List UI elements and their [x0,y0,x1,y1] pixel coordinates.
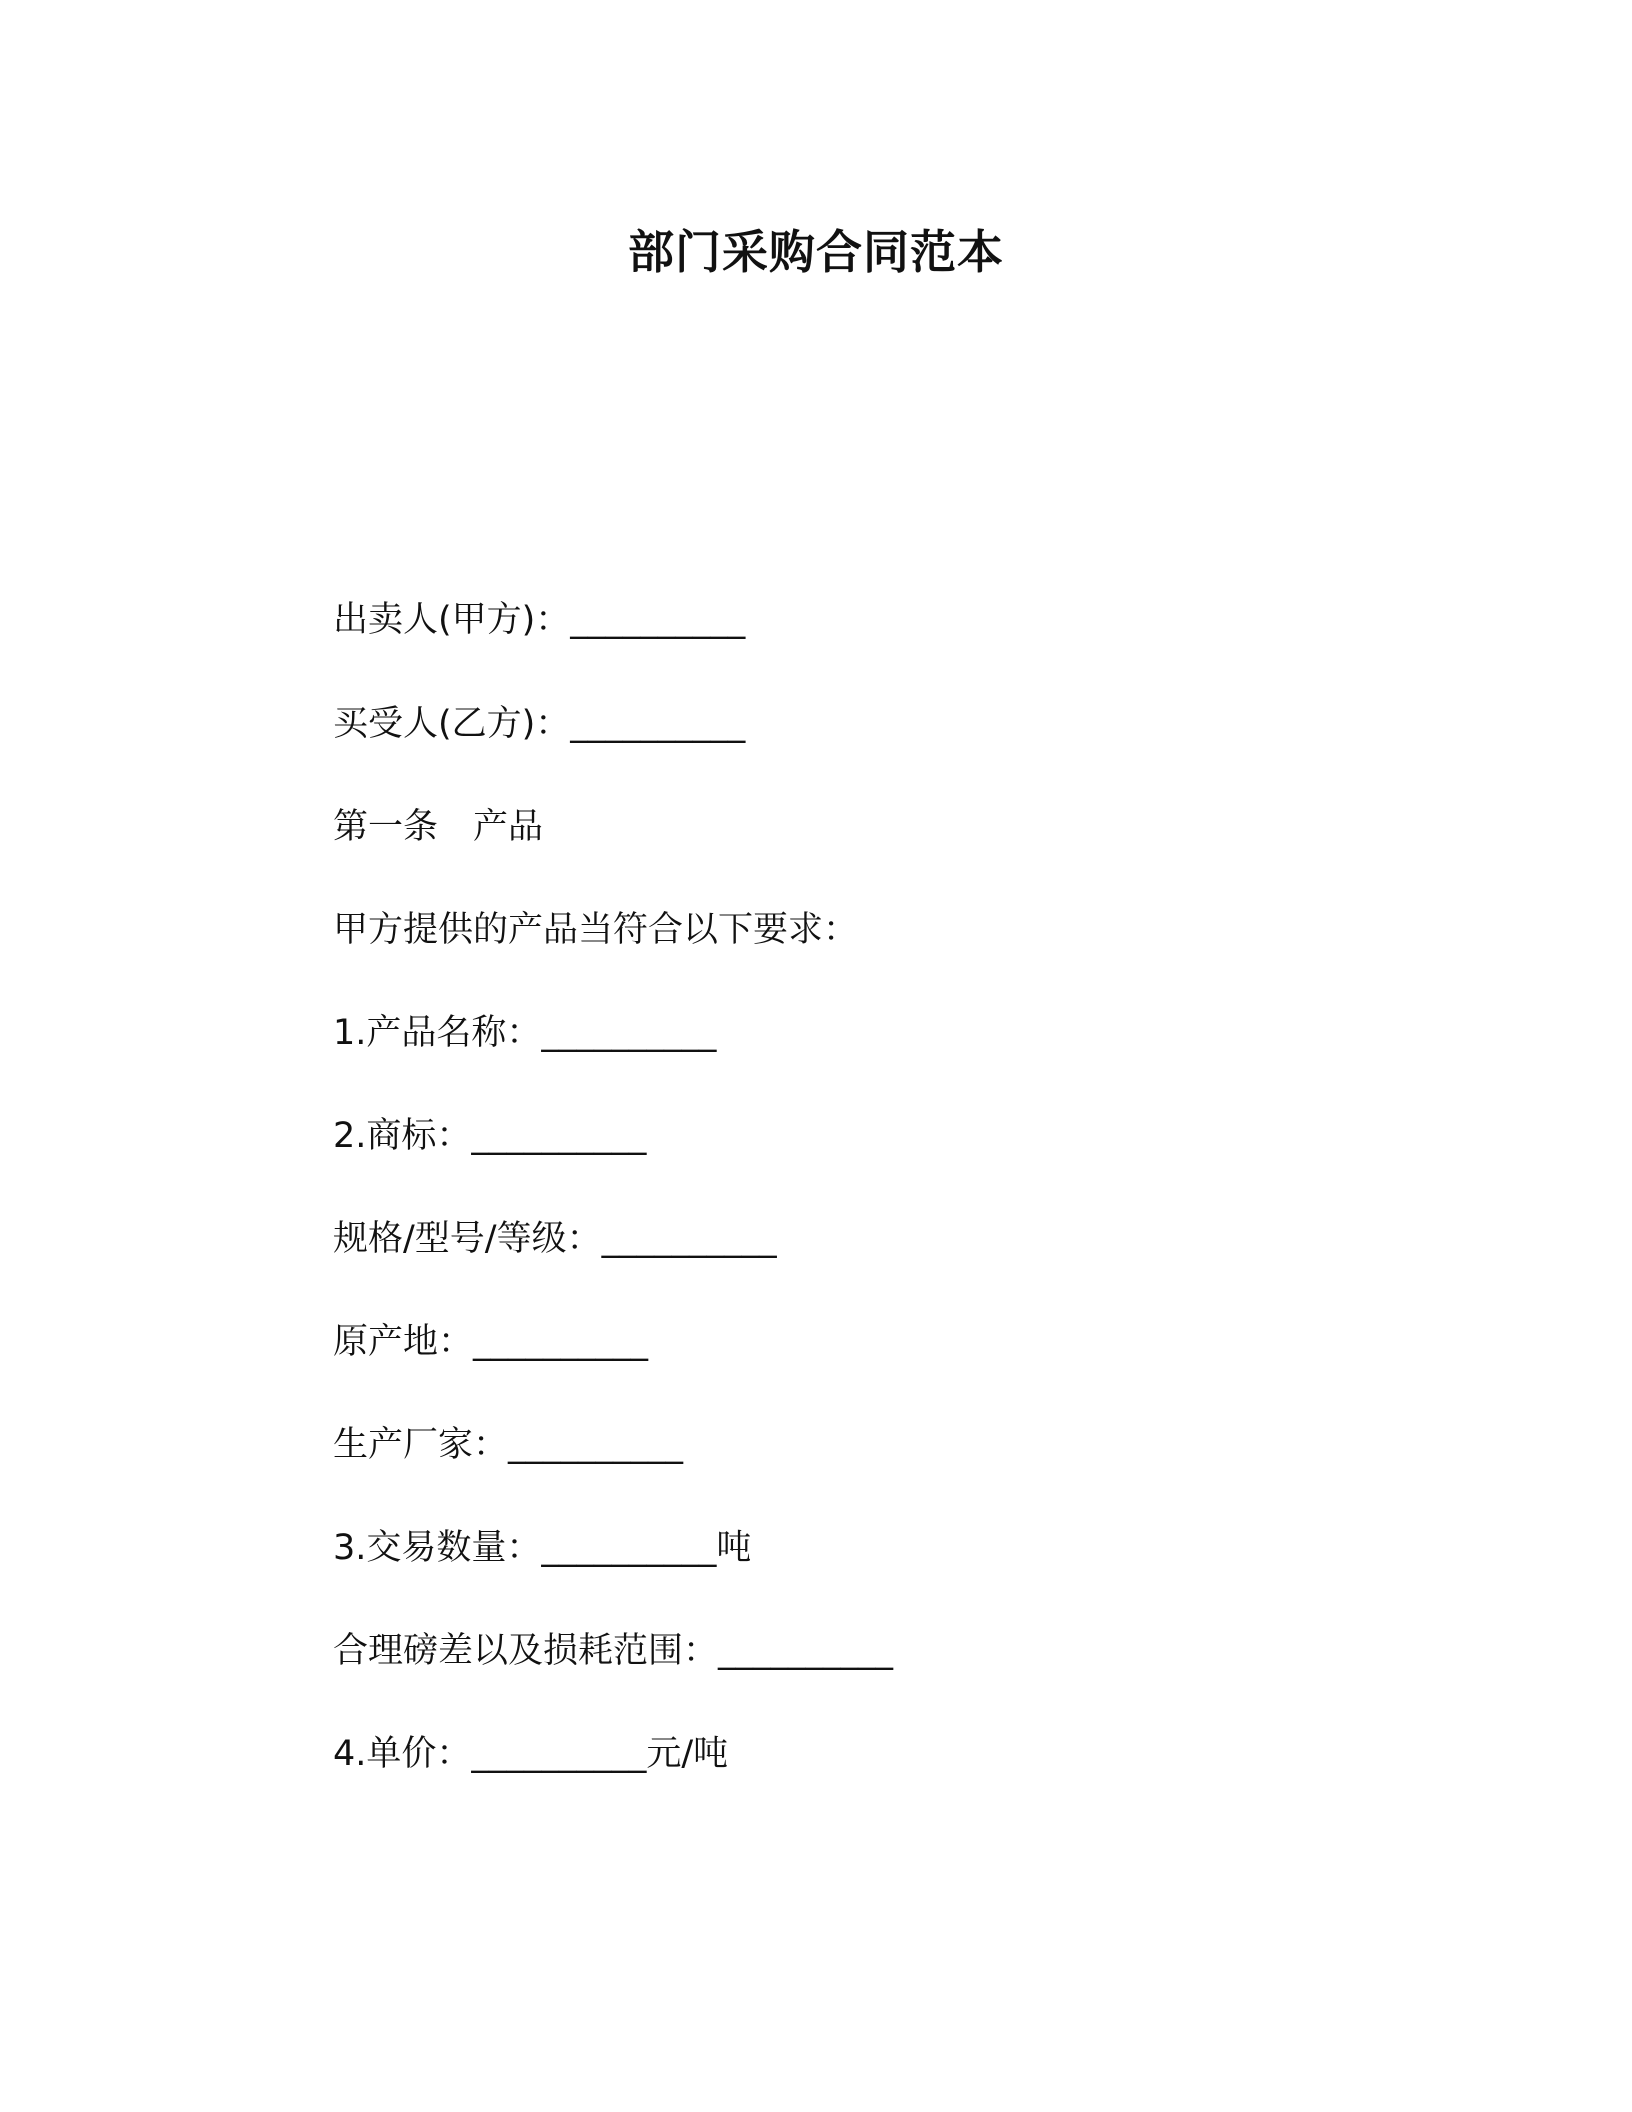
article-one-heading: 第一条 产品 [333,807,544,847]
spec-model-grade-line: 规格/型号/等级：__________ [333,1219,777,1259]
product-requirements: 甲方提供的产品当符合以下要求： [333,910,859,950]
manufacturer-line: 生产厂家：__________ [333,1425,684,1465]
origin-line: 原产地：__________ [333,1322,649,1362]
unit-price-line: 4.单价：__________元/吨 [333,1734,729,1774]
product-name-line: 1.产品名称：__________ [333,1013,717,1053]
trademark-line: 2.商标：__________ [333,1116,647,1156]
seller-line: 出卖人(甲方)：__________ [333,600,746,640]
quantity-line: 3.交易数量：__________吨 [333,1528,752,1568]
buyer-line: 买受人(乙方)：__________ [333,704,746,744]
document-title: 部门采购合同范本 [628,225,1004,279]
tolerance-loss-line: 合理磅差以及损耗范围：__________ [333,1631,894,1671]
